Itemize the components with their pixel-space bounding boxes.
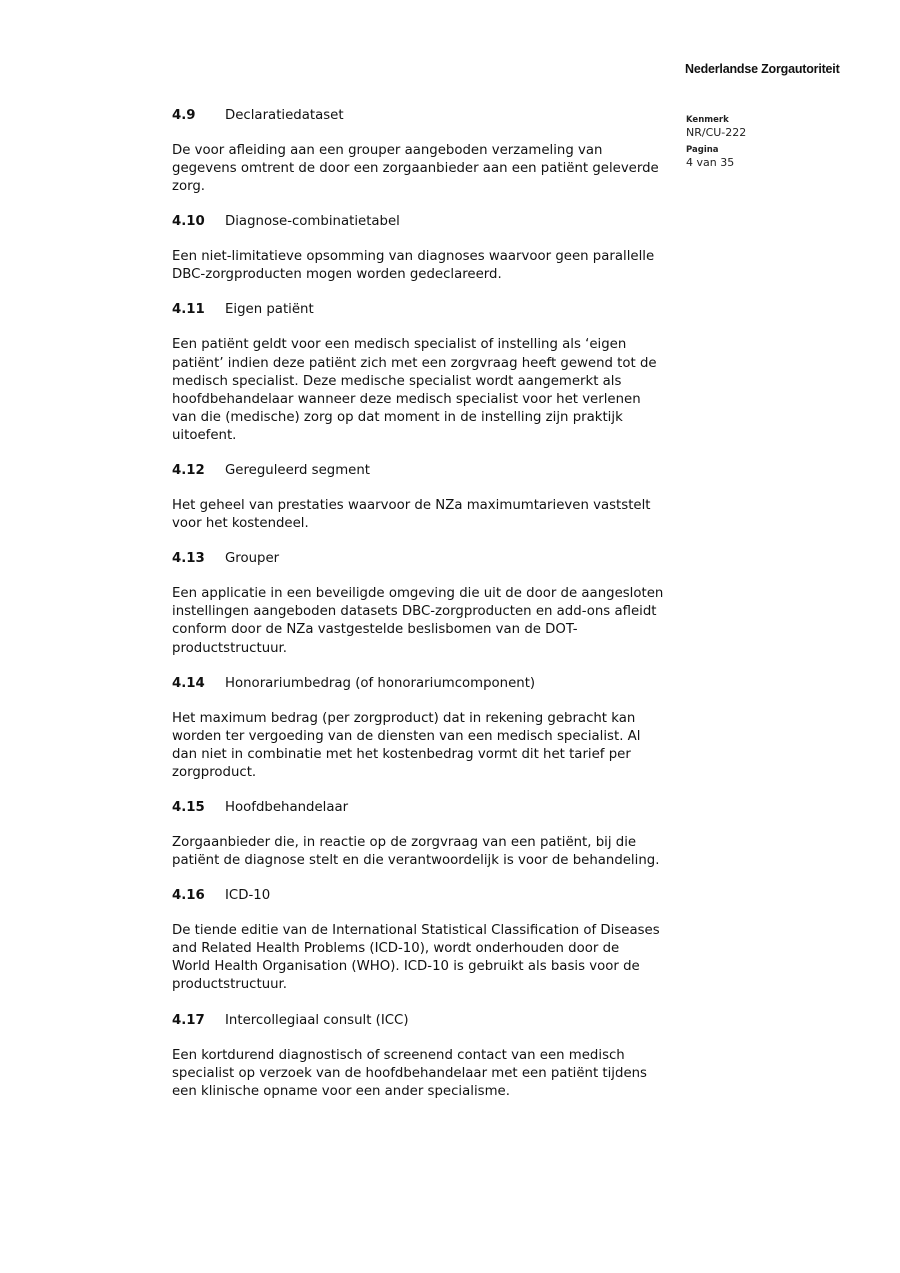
section-paragraph xyxy=(172,585,682,657)
paragraph-line: instellingen aangeboden datasets DBC-zorgproducten en add-ons afleidt xyxy=(172,604,657,620)
paragraph-line: DBC-zorgproducten mogen worden gedeclareerd. xyxy=(172,267,502,283)
definition-section xyxy=(172,300,682,445)
section-paragraph xyxy=(172,834,682,870)
document-body xyxy=(172,106,682,1117)
paragraph-line: De voor afleiding aan een grouper aangeboden verzameling van xyxy=(172,143,603,158)
section-title: Intercollegiaal consult (ICC) xyxy=(225,1012,409,1028)
definition-section xyxy=(172,674,682,782)
paragraph-line: Het geheel van prestaties waarvoor de NZa maximumtarieven vaststelt xyxy=(172,498,651,514)
definition-section xyxy=(172,1011,682,1101)
paragraph-line: zorg. xyxy=(172,179,206,195)
section-title: Grouper xyxy=(225,551,280,567)
paragraph-line: Het maximum bedrag (per zorgproduct) dat in rekening gebracht kan xyxy=(172,710,636,726)
paragraph-line: Zorgaanbieder die, in reactie op de zorgvraag van een patiënt, bij die xyxy=(172,834,637,850)
paragraph-line: dan niet in combinatie met het kostenbedrag vormt dit het tarief per xyxy=(172,746,631,762)
paragraph-line: conform door de NZa vastgestelde beslisbomen van de DOT- xyxy=(172,622,578,638)
section-paragraph xyxy=(172,1047,682,1101)
paragraph-line: hoofdbehandelaar wanneer deze medisch specialist voor het verlenen xyxy=(172,391,641,407)
section-title: Diagnose-combinatietabel xyxy=(225,214,400,230)
pagina-label: Pagina xyxy=(686,145,719,155)
paragraph-line: productstructuur. xyxy=(172,640,288,656)
paragraph-line: medisch specialist. Deze medische specialist wordt aangemerkt als xyxy=(172,373,622,389)
section-heading xyxy=(172,1011,682,1031)
section-title: Honorariumbedrag (of honorariumcomponent) xyxy=(225,675,536,691)
paragraph-line: worden ter vergoeding van de diensten van een medisch specialist. Al xyxy=(172,728,641,744)
section-paragraph xyxy=(172,497,682,533)
section-number: 4.16 xyxy=(172,888,205,904)
section-heading xyxy=(172,212,682,232)
pagina-value: 4 van 35 xyxy=(686,156,735,169)
section-title: Hoofdbehandelaar xyxy=(225,799,349,815)
section-number: 4.9 xyxy=(172,108,196,123)
paragraph-line: Een kortdurend diagnostisch of screenend contact van een medisch xyxy=(172,1047,625,1063)
paragraph-line: Een niet-limitatieve opsomming van diagnoses waarvoor geen parallelle xyxy=(172,249,655,265)
paragraph-line: Een patiënt geldt voor een medisch specialist of instelling als ‘eigen xyxy=(172,337,627,353)
section-number: 4.14 xyxy=(172,675,205,691)
section-number: 4.10 xyxy=(172,214,205,230)
definition-section xyxy=(172,798,682,870)
section-number: 4.13 xyxy=(172,551,205,567)
definition-section xyxy=(172,461,682,533)
paragraph-line: uitoefent. xyxy=(172,427,237,443)
paragraph-line: voor het kostendeel. xyxy=(172,516,309,532)
section-number: 4.11 xyxy=(172,302,205,318)
definition-section xyxy=(172,212,682,284)
paragraph-line: productstructuur. xyxy=(172,977,288,993)
section-number: 4.15 xyxy=(172,799,205,815)
section-paragraph xyxy=(172,336,682,445)
section-title: Gereguleerd segment xyxy=(225,463,370,479)
organization-name: Nederlandse Zorgautoriteit xyxy=(685,62,840,76)
paragraph-line: van die (medische) zorg op dat moment in de instelling zijn praktijk xyxy=(172,409,623,425)
section-number: 4.17 xyxy=(172,1012,205,1028)
section-heading xyxy=(172,886,682,906)
paragraph-line: gegevens omtrent de door een zorgaanbieder aan een patiënt geleverde xyxy=(172,161,659,177)
section-heading xyxy=(172,674,682,694)
section-paragraph xyxy=(172,710,682,782)
definition-section xyxy=(172,886,682,994)
section-paragraph xyxy=(172,922,682,994)
paragraph-line: patiënt de diagnose stelt en die verantwoordelijk is voor de behandeling. xyxy=(172,853,660,869)
section-heading xyxy=(172,549,682,569)
section-heading xyxy=(172,798,682,818)
kenmerk-value: NR/CU-222 xyxy=(686,126,747,139)
section-heading xyxy=(172,461,682,481)
section-title: Declaratiedataset xyxy=(225,108,344,123)
paragraph-line: een klinische opname voor een ander specialisme. xyxy=(172,1083,510,1099)
section-heading xyxy=(172,106,682,126)
section-number: 4.12 xyxy=(172,463,205,479)
document-meta xyxy=(686,114,746,174)
section-title: Eigen patiënt xyxy=(225,302,314,318)
section-title: ICD-10 xyxy=(225,888,271,904)
paragraph-line: De tiende editie van de International Statistical Classification of Diseases xyxy=(172,923,660,939)
section-paragraph xyxy=(172,248,682,284)
definition-section xyxy=(172,549,682,657)
section-paragraph xyxy=(172,142,682,196)
paragraph-line: Een applicatie in een beveiligde omgeving die uit de door de aangesloten xyxy=(172,586,664,602)
definition-section xyxy=(172,106,682,196)
paragraph-line: World Health Organisation (WHO). ICD-10 is gebruikt als basis voor de xyxy=(172,959,640,975)
paragraph-line: zorgproduct. xyxy=(172,764,257,780)
paragraph-line: specialist op verzoek van de hoofdbehandelaar met een patiënt tijdens xyxy=(172,1065,647,1081)
paragraph-line: patiënt’ indien deze patiënt zich met een zorgvraag heeft gewend tot de xyxy=(172,355,657,371)
kenmerk-label: Kenmerk xyxy=(686,115,729,125)
section-heading xyxy=(172,300,682,320)
paragraph-line: and Related Health Problems (ICD-10), wordt onderhouden door de xyxy=(172,941,620,957)
